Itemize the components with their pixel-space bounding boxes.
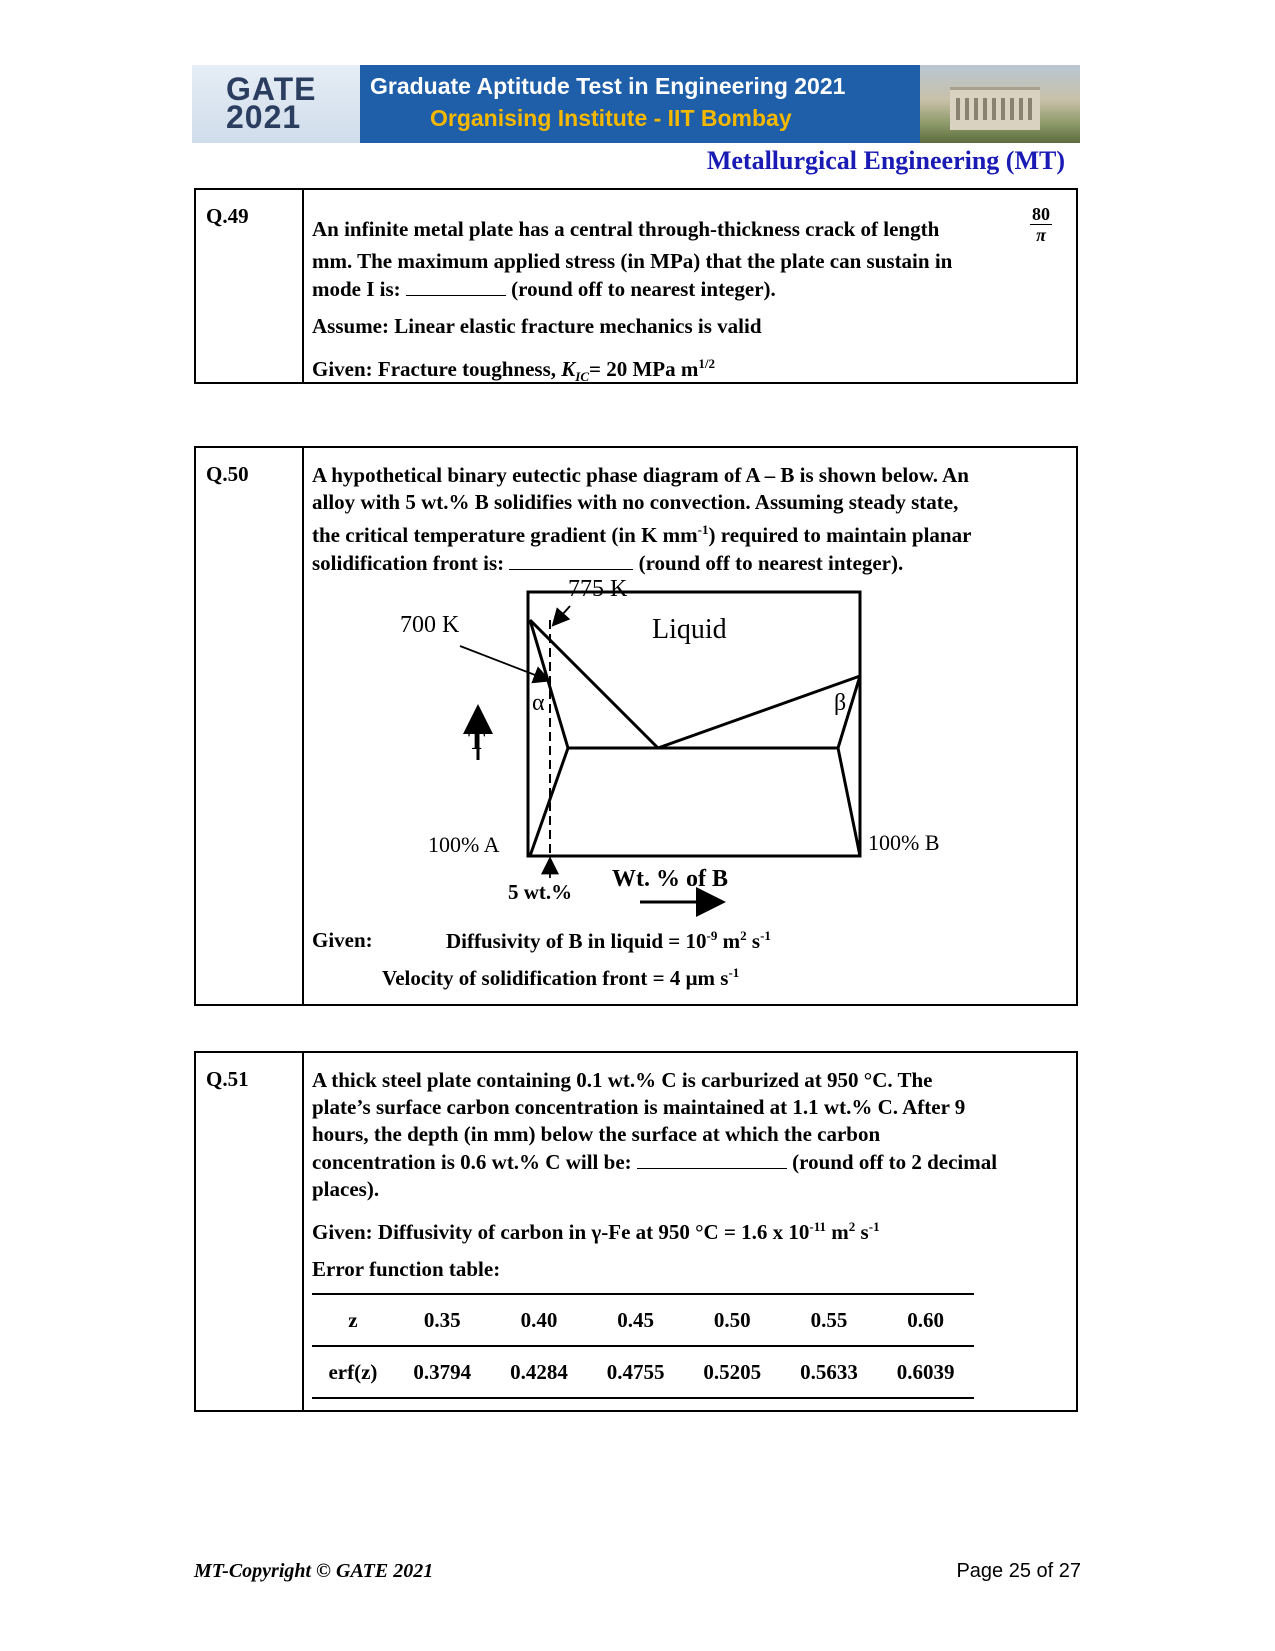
- gate-logo: [192, 65, 360, 143]
- label-700k: 700 K: [400, 612, 460, 638]
- question-text: [312, 204, 1066, 390]
- arrow-700: [460, 646, 548, 680]
- fraction: [1030, 204, 1052, 245]
- table-cell: 0.4755: [587, 1346, 684, 1398]
- table-cell: 0.40: [491, 1294, 588, 1346]
- q50-line4-b: (round off to nearest integer).: [638, 551, 904, 575]
- table-cell: 0.35: [394, 1294, 491, 1346]
- q51-line4-a: concentration is 0.6 wt.% C will be:: [312, 1150, 632, 1174]
- table-cell: 0.3794: [394, 1346, 491, 1398]
- q50-line3-sup: -1: [697, 522, 709, 537]
- table-cell: 0.60: [877, 1294, 974, 1346]
- q50-given-diffusivity: Diffusivity of B in liquid = $10^{-9}$ $m^2$ $s^{-1}$: [446, 928, 771, 953]
- label-liquid: Liquid: [652, 614, 727, 645]
- banner-title: Graduate Aptitude Test in Engineering 2021: [370, 73, 846, 99]
- table-header-erf: erf(z): [312, 1346, 394, 1398]
- footer-page-number: Page 25 of 27: [956, 1560, 1081, 1582]
- label-wt-b: Wt. % of B: [612, 866, 728, 892]
- label-alpha: α: [532, 690, 545, 716]
- q51-line4: [312, 1148, 1066, 1176]
- given-value: = 20 MPa m: [589, 357, 699, 381]
- question-number: Q.51: [206, 1067, 249, 1091]
- label-775k: 775 K: [568, 576, 628, 602]
- question-text: [312, 462, 1066, 577]
- question-number: Q.50: [206, 462, 249, 486]
- q50-line3-b: ) required to maintain planar: [708, 523, 972, 547]
- table-row-z: [312, 1294, 974, 1346]
- error-function-table: [312, 1293, 974, 1399]
- q51-given: Given: Diffusivity of carbon in γ-Fe at 950 °C = 1.6 x $10^{-11}$ $m^2$ $s^{-1}$: [312, 1219, 880, 1244]
- table-cell: 0.50: [684, 1294, 781, 1346]
- header-banner: [192, 65, 1080, 143]
- label-100-b: 100% B: [868, 830, 940, 855]
- q50-given-label: Given:: [312, 928, 373, 952]
- q51-line3: hours, the depth (in mm) below the surface at which the carbon: [312, 1122, 881, 1146]
- label-beta: β: [834, 690, 847, 716]
- table-cell: 0.5633: [781, 1346, 878, 1398]
- logo-text-gate: GATE: [226, 71, 317, 107]
- given-exponent: 1/2: [698, 356, 715, 371]
- label-100-a: 100% A: [428, 832, 500, 857]
- q51-line2: plate’s surface carbon concentration is maintained at 1.1 wt.% C. After 9: [312, 1095, 966, 1119]
- q51-table-label: Error function table:: [312, 1257, 501, 1281]
- arrow-775: [554, 606, 570, 624]
- campus-photo: [920, 65, 1080, 143]
- table-cell: 0.45: [587, 1294, 684, 1346]
- phase-diagram: [390, 576, 990, 920]
- table-row-erf: [312, 1346, 974, 1398]
- question-number: Q.49: [206, 204, 249, 228]
- given-prefix: Given: Fracture toughness,: [312, 357, 557, 381]
- solvus-beta: [838, 748, 860, 856]
- q50-line3: [312, 516, 1066, 549]
- logo-text-year: 2021: [226, 99, 302, 135]
- q50-line4-a: solidification front is:: [312, 551, 505, 575]
- q49-assume: Assume: Linear elastic fracture mechanics is valid: [312, 314, 762, 338]
- question-number-column: [196, 1053, 304, 1410]
- answer-blank: [509, 549, 633, 570]
- k-symbol: K: [561, 357, 576, 381]
- liquidus-right: [658, 676, 860, 748]
- label-temperature: T: [468, 726, 486, 755]
- q49-line1: An infinite metal plate has a central through-thickness crack of length: [312, 217, 940, 241]
- q49-given: [312, 350, 1066, 390]
- table-header-z: z: [312, 1294, 394, 1346]
- banner-subtitle: Organising Institute - IIT Bombay: [430, 105, 792, 131]
- table-cell: 0.6039: [877, 1346, 974, 1398]
- q50-line3-a: the critical temperature gradient (in K mm: [312, 523, 698, 547]
- subject-title: Metallurgical Engineering (MT): [706, 146, 1065, 175]
- k-subscript: IC: [575, 369, 590, 385]
- answer-blank: [406, 275, 506, 296]
- q49-line3: [312, 275, 1066, 303]
- q51-line5: places).: [312, 1177, 380, 1201]
- table-cell: 0.5205: [684, 1346, 781, 1398]
- q50-line1: A hypothetical binary eutectic phase diagram of A – B is shown below. An: [312, 463, 969, 487]
- q50-given-velocity: Velocity of solidification front = 4 μm $s^{-1}$: [382, 965, 740, 990]
- question-49: [194, 188, 1078, 384]
- q49-line3-b: (round off to nearest integer).: [511, 277, 776, 301]
- q51-line1: A thick steel plate containing 0.1 wt.% C is carburized at 950 °C. The: [312, 1068, 933, 1092]
- q51-line4-b: (round off to 2 decimal: [792, 1150, 998, 1174]
- fraction-numerator: 80: [1032, 204, 1050, 224]
- banner-title-box: [360, 65, 920, 143]
- table-cell: 0.4284: [491, 1346, 588, 1398]
- question-number-column: [196, 448, 304, 1004]
- question-text: [312, 1067, 1066, 1283]
- q50-line4: [312, 549, 1066, 577]
- label-5wt: 5 wt.%: [508, 880, 573, 904]
- fraction-denominator: π: [1036, 225, 1046, 245]
- building-image: [950, 87, 1040, 130]
- answer-blank: [637, 1148, 787, 1169]
- q50-line2: alloy with 5 wt.% B solidifies with no convection. Assuming steady state,: [312, 490, 959, 514]
- question-51: [194, 1051, 1078, 1412]
- footer-copyright: MT-Copyright © GATE 2021: [194, 1560, 434, 1582]
- question-number-column: [196, 190, 304, 382]
- q49-line3-a: mode I is:: [312, 277, 401, 301]
- table-cell: 0.55: [781, 1294, 878, 1346]
- q49-line2: mm. The maximum applied stress (in MPa) that the plate can sustain in: [312, 249, 953, 273]
